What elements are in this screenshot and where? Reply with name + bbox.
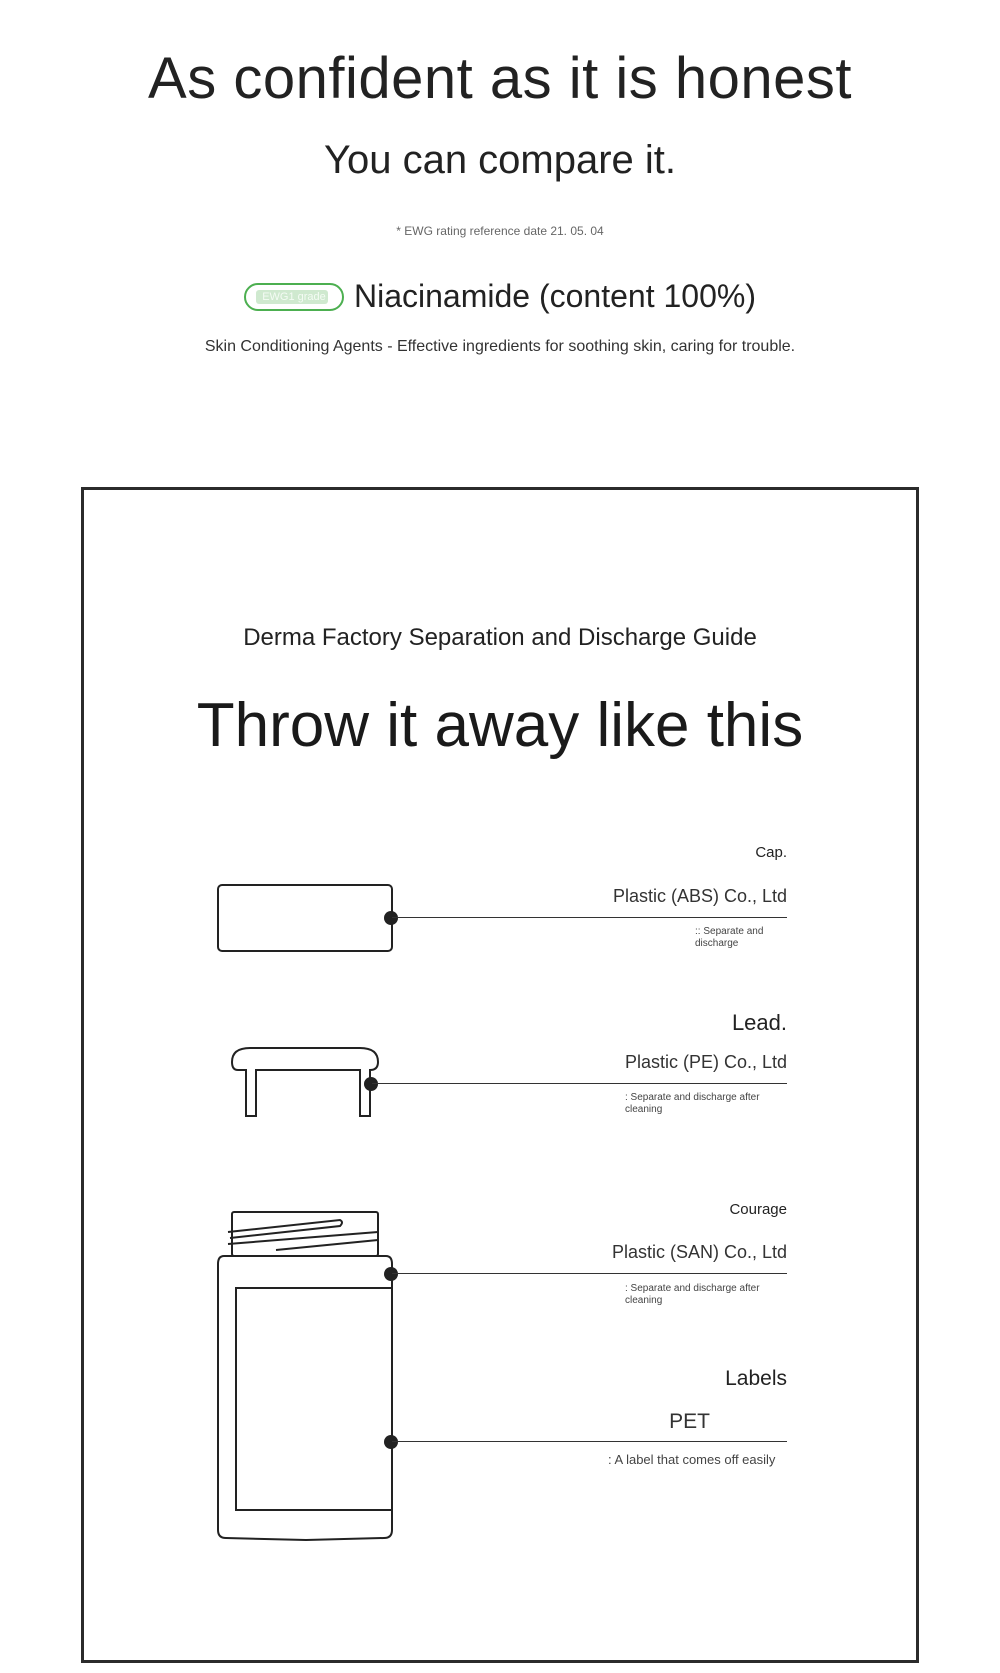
jar-leader-dot <box>384 1267 398 1281</box>
guide-subtitle: Derma Factory Separation and Discharge Guide <box>243 624 757 651</box>
part-name-jar: Courage <box>729 1201 787 1218</box>
guide-title: Throw it away like this <box>196 691 804 760</box>
ingredient-name: Niacinamide (content 100%) <box>354 278 756 314</box>
part-name-lid: Lead. <box>731 1010 787 1035</box>
cap-leader-dot <box>384 911 398 925</box>
part-instruction-labels: : A label that comes off easily <box>608 1452 776 1467</box>
part-instruction-jar: : Separate and discharge after cleaning <box>625 1283 760 1306</box>
page-subheadline: You can compare it. <box>323 138 677 182</box>
ewg-badge-text: EWG1 grade <box>262 290 326 303</box>
part-material-jar: Plastic (SAN) Co., Ltd <box>611 1242 787 1262</box>
part-name-cap: Cap. <box>755 844 787 861</box>
part-instruction-lid: : Separate and discharge after cleaning <box>625 1092 760 1115</box>
jar-leader-line <box>392 1273 787 1274</box>
inner-lid-icon <box>232 1048 378 1116</box>
part-material-cap: Plastic (ABS) Co., Ltd <box>612 886 787 906</box>
part-name-labels: Labels <box>725 1367 787 1390</box>
cap-icon <box>218 885 392 951</box>
part-instruction-cap: :: Separate and discharge <box>695 926 764 949</box>
ewg-reference-note: * EWG rating reference date 21. 05. 04 <box>396 224 604 238</box>
label-area-icon <box>236 1288 392 1510</box>
jar-icon <box>218 1212 392 1540</box>
lid-leader-dot <box>364 1077 378 1091</box>
page-headline: As confident as it is honest <box>148 46 852 111</box>
lid-leader-line <box>372 1083 787 1084</box>
part-material-lid: Plastic (PE) Co., Ltd <box>624 1052 787 1072</box>
labels-leader-line <box>392 1441 787 1442</box>
ingredient-description: Skin Conditioning Agents - Effective ingredients for soothing skin, caring for trouble. <box>204 338 796 355</box>
labels-leader-dot <box>384 1435 398 1449</box>
part-material-labels: PET <box>669 1410 710 1433</box>
cap-leader-line <box>392 917 787 918</box>
